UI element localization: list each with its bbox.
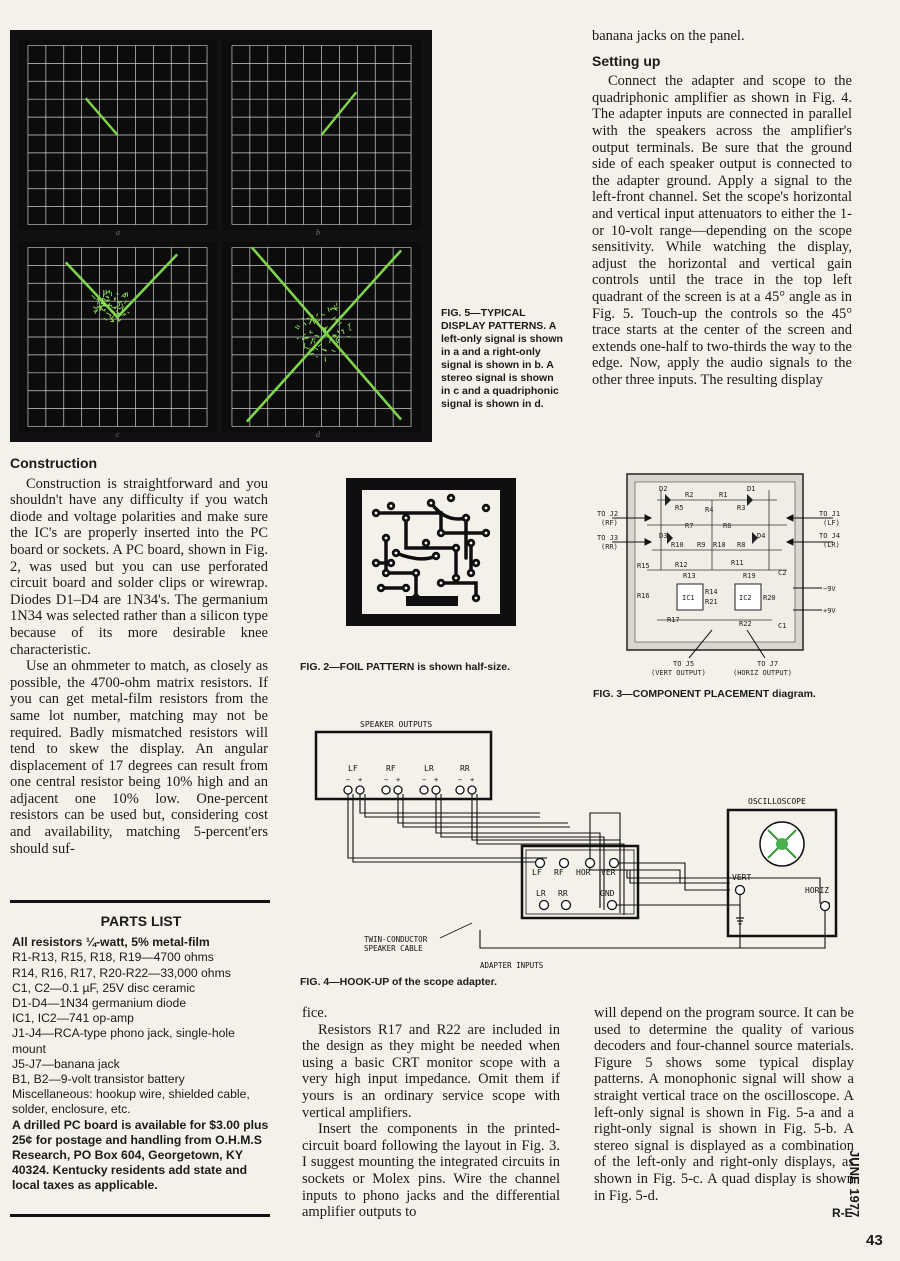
fig4-plus-4: + <box>470 776 475 784</box>
bottom-right-paragraph: will depend on the program source. It can be used to determine the quality of various decoders and four-channel source materials. Figure 5 shows some typical display patterns. A monophonic signal will show a straight vertical trace on the oscilloscope. A left-only signal is shown in Fig. 5-a and a right-only signal is shown in Fig. 5-b. A stereo signal is displayed as a combination of the left-only and right-only displays, as shown in Fig. 5-c. A quad display is shown in Fig. 5-d. <box>594 1005 854 1204</box>
parts-item-7: J5-J7—banana jack <box>12 1056 120 1071</box>
fig4-cable-label-line1: TWIN-CONDUCTOR <box>364 935 428 944</box>
fig3-caption: FIG. 3—COMPONENT PLACEMENT diagram. <box>593 688 816 700</box>
bottom-middle-lead: fice. <box>302 1005 328 1021</box>
right-column-top <box>592 28 852 388</box>
fig4-plus-2: + <box>396 776 401 784</box>
parts-list-title: PARTS LIST <box>100 913 182 929</box>
fig4-hookup-diagram <box>300 718 850 973</box>
fig4-caption: FIG. 4—HOOK-UP of the scope adapter. <box>300 976 498 988</box>
construction-paragraph-2: Use an ohmmeter to match, as closely as possible, the 4700-ohm matrix resistors. If you can get metal-film resistors from the same lot number, matching may not be required. Badly mismatched resistors will tend to skew the display. An angular displacement of 17 degrees can result from one central resistor being 10% high and an adjacent one 10% low. One-percent resistors can be used but, considering cost and availability, matching 5-percent'ers should suf- <box>10 658 268 857</box>
bottom-middle-paragraph-1: Resistors R17 and R22 are included in the design as they might be needed when using a basic CRT monitor scope with a very high input impedance. Omit them if yours is an ordinary service scope with vertical amplifiers. <box>302 1021 560 1121</box>
fig3-label-to-j1: TO J1 <box>819 510 841 518</box>
fig2-caption: FIG. 2—FOIL PATTERN is shown half-size. <box>300 661 511 673</box>
fig4-plus-1: + <box>358 776 363 784</box>
fig3-component-diagram <box>597 470 849 680</box>
fig4-adapter-lf: LF <box>532 868 542 877</box>
parts-item-0: All resistors ¼-watt, 5% metal-film <box>12 935 210 950</box>
fig3-label-neg9v: −9V <box>823 585 836 593</box>
fig4-ch-lr: LR <box>424 764 434 773</box>
parts-item-8: B1, B2—9-volt transistor battery <box>12 1072 185 1087</box>
fig3-r6: R6 <box>723 522 732 530</box>
fig3-r1: R1 <box>719 491 728 499</box>
fig4-ch-rf: RF <box>386 764 396 773</box>
fig3-r17: R17 <box>667 616 680 624</box>
fig4-adapter-inputs-label: ADAPTER INPUTS <box>480 961 544 970</box>
construction-paragraph-1: Construction is straightforward and you shouldn't have any difficulty if you watch diode and voltage polarities and make sure the IC's are properly inserted into the PC board or sockets. A PC board, shown in Fig. 2, was used but you can use perforated circuit board and solder clips or wirewrap. Diodes D1–D4 are 1N34's. The germanium 1N34 was selected rather than a silicon type because of its more desirable knee characteristic. <box>10 475 268 658</box>
fig3-r13: R13 <box>683 572 696 580</box>
fig3-r21: R21 <box>705 598 718 606</box>
bottom-middle-column <box>302 1005 560 1221</box>
setting-up-heading: Setting up <box>592 52 661 69</box>
scope-display-c <box>18 242 217 432</box>
fig4-vert-label: VERT <box>732 873 752 882</box>
scope-display-d <box>222 242 421 432</box>
fig4-oscilloscope-label: OSCILLOSCOPE <box>748 797 806 806</box>
fig3-r3: R3 <box>737 504 746 512</box>
fig3-label-rr: (RR) <box>601 543 618 551</box>
parts-item-3: C1, C2—0.1 µF, 25V disc ceramic <box>12 980 196 995</box>
fig3-label-to-j7: TO J7 <box>757 660 779 668</box>
fig3-d3: D3 <box>659 532 668 540</box>
fig2-foil-pattern <box>346 478 516 626</box>
fig5-label-b: b <box>316 228 320 237</box>
fig3-r15: R15 <box>637 562 650 570</box>
parts-item-6: J1-J4—RCA-type phono jack, single-hole mount <box>12 1026 235 1056</box>
fig3-c1: C1 <box>778 622 787 630</box>
parts-item-5: IC1, IC2—741 op-amp <box>12 1011 134 1026</box>
parts-list <box>12 908 270 1194</box>
parts-item-9: Miscellaneous: hookup wire, shielded cable, solder, enclosure, etc. <box>12 1087 250 1117</box>
fig5-photo <box>10 30 432 442</box>
fig3-r8: R8 <box>737 541 746 549</box>
fig3-r10: R10 <box>671 541 684 549</box>
fig3-r12: R12 <box>675 561 688 569</box>
fig4-horiz-label: HORIZ <box>805 886 830 895</box>
fig5-label-c: c <box>116 430 120 439</box>
fig3-r16: R16 <box>637 592 650 600</box>
fig4-adapter-lr: LR <box>536 889 546 898</box>
fig4-minus-2: − <box>384 776 389 784</box>
fig3-label-to-j3: TO J3 <box>597 534 619 542</box>
fig3-d2: D2 <box>659 485 668 493</box>
parts-note: A drilled PC board is available for $3.00 plus 25¢ for postage and handling from O.H.M.S Research, PO Box 604, Georgetown, KY 40324. Kentucky residents add state and local taxes as applicable. <box>12 1117 269 1193</box>
parts-item-4: D1-D4—1N34 germanium diode <box>12 996 187 1011</box>
fig3-label-vert-output: (VERT OUTPUT) <box>651 669 706 677</box>
fig5-label-d: d <box>316 430 320 439</box>
fig3-r5: R5 <box>675 504 684 512</box>
fig3-label-to-j5: TO J5 <box>673 660 695 668</box>
fig4-minus-3: − <box>422 776 427 784</box>
fig4-minus-1: − <box>346 776 351 784</box>
fig4-adapter-hor: HOR <box>576 868 591 877</box>
fig3-r22: R22 <box>739 620 752 628</box>
fig5-label-a: a <box>116 228 120 237</box>
fig4-adapter-ver: VER <box>601 868 616 877</box>
bottom-right-column <box>594 1005 854 1204</box>
parts-list-top-rule <box>10 900 270 903</box>
fig3-r18: R18 <box>713 541 726 549</box>
fig4-ch-lf: LF <box>348 764 358 773</box>
fig4-cable-label-line2: SPEAKER CABLE <box>364 944 423 953</box>
fig3-r19: R19 <box>743 572 756 580</box>
fig4-adapter-rr: RR <box>558 889 568 898</box>
fig3-label-lf: (LF) <box>823 519 840 527</box>
fig3-label-to-j4: TO J4 <box>819 532 841 540</box>
fig3-r9: R9 <box>697 541 706 549</box>
fig4-speaker-outputs-label: SPEAKER OUTPUTS <box>360 720 433 729</box>
parts-item-2: R14, R16, R17, R20-R22—33,000 ohms <box>12 965 231 980</box>
fig4-ch-rr: RR <box>460 764 470 773</box>
issue-date: JUNE 1977 <box>847 1150 862 1218</box>
fig3-r2: R2 <box>685 491 694 499</box>
parts-item-1: R1-R13, R15, R18, R19—4700 ohms <box>12 950 214 965</box>
fig3-d1: D1 <box>747 485 756 493</box>
fig4-adapter-gnd: GND <box>600 889 615 898</box>
fig3-r4: R4 <box>705 506 714 514</box>
fig3-ic1: IC1 <box>682 594 695 602</box>
fig3-c2: C2 <box>778 569 787 577</box>
fig4-plus-3: + <box>434 776 439 784</box>
fig4-minus-4: − <box>458 776 463 784</box>
fig3-label-pos9v: +9V <box>823 607 836 615</box>
article-end-signature: R-E <box>832 1206 853 1220</box>
construction-section <box>10 455 268 857</box>
fig3-r14: R14 <box>705 588 718 596</box>
scope-display-b <box>222 40 421 230</box>
parts-list-bottom-rule <box>10 1214 270 1217</box>
fig5-caption: FIG. 5—TYPICAL DISPLAY PATTERNS. A left-only signal is shown in a and a right-only signal is shown in b. A stereo signal is shown in c and a quadriphonic signal is shown in d. <box>441 307 563 410</box>
construction-heading: Construction <box>10 455 98 471</box>
fig3-label-rf: (RF) <box>601 519 618 527</box>
scope-display-a <box>18 40 217 230</box>
fig3-label-lr: (LR) <box>823 541 840 549</box>
fig3-label-to-j2: TO J2 <box>597 510 619 518</box>
setting-up-paragraph: Connect the adapter and scope to the quadriphonic amplifier as shown in Fig. 4. The adapter inputs are connected in parallel with the speakers across the amplifier's output terminals. Be sure that the ground side of each speaker output is connected to the adapter ground. Apply a signal to the left-front channel. Set the scope's horizontal and vertical input attenuators to either the 1- or 10-volt range—depending on the scope sensitivity. While watching the display, adjust the horizontal and vertical gain controls until the trace in the top left quadrant of the screen is at a 45° angle as in Fig. 5. Touch-up the controls so the 45° trace starts at the center of the screen and extends one-half to two-thirds the way to the edge. Now, apply the audio signals to the other three inputs. The resulting display <box>592 73 852 388</box>
fig4-adapter-rf: RF <box>554 868 564 877</box>
right-lead-text: banana jacks on the panel. <box>592 28 745 44</box>
fig3-r20: R20 <box>763 594 776 602</box>
fig3-d4: D4 <box>757 532 766 540</box>
fig3-ic2: IC2 <box>739 594 752 602</box>
bottom-middle-paragraph-2: Insert the components in the printed-circuit board following the layout in Fig. 3. I suggest mounting the integrated circuits in sockets or Molex pins. Wire the channel inputs to phono jacks and the differential amplifier outputs to <box>302 1121 560 1221</box>
fig3-r11: R11 <box>731 559 744 567</box>
fig3-label-horiz-output: (HORIZ OUTPUT) <box>733 669 793 677</box>
fig3-r7: R7 <box>685 522 694 530</box>
page-number: 43 <box>866 1232 883 1249</box>
